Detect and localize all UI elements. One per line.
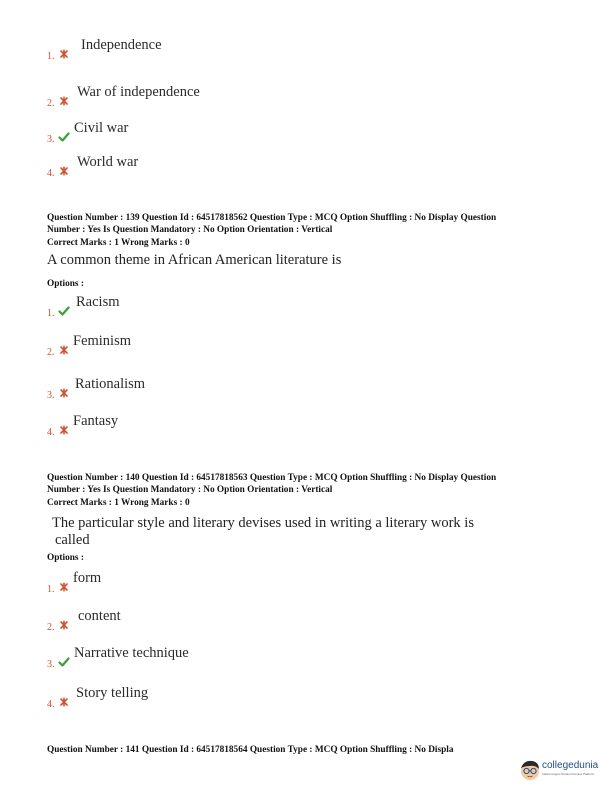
option-row [47, 565, 587, 595]
option-number: 3. [47, 390, 55, 401]
option-number: 4. [47, 699, 55, 710]
correct-check-icon [58, 656, 70, 668]
wrong-cross-icon [58, 48, 70, 60]
option-number: 1. [47, 308, 55, 319]
option-number: 2. [47, 98, 55, 109]
correct-check-icon [58, 305, 70, 317]
option-number: 4. [47, 168, 55, 179]
option-number: 2. [47, 347, 55, 358]
option-row [47, 680, 587, 710]
option-text: Story telling [76, 685, 149, 701]
question-text-line: called [55, 532, 90, 548]
option-text: Rationalism [75, 376, 146, 392]
options-label: Options : [47, 279, 84, 289]
option-row [47, 32, 587, 62]
option-number: 4. [47, 427, 55, 438]
option-row [47, 371, 587, 401]
logo-brand-text: collegedunia [542, 760, 599, 771]
option-row [47, 149, 587, 179]
question-meta-line: Number : Yes Is Question Mandatory : No Option Orientation : Vertical [47, 225, 333, 235]
option-row [47, 289, 587, 319]
option-row [47, 408, 587, 438]
option-text: Fantasy [73, 413, 119, 429]
option-row [47, 115, 587, 145]
option-number: 3. [47, 659, 55, 670]
wrong-cross-icon [58, 95, 70, 107]
option-row [47, 328, 587, 358]
question-marks: Correct Marks : 1 Wrong Marks : 0 [47, 238, 190, 248]
option-text: Racism [76, 294, 120, 310]
option-text: World war [77, 154, 139, 170]
option-text: Civil war [74, 120, 129, 136]
wrong-cross-icon [58, 696, 70, 708]
question-text: A common theme in African American literature is [47, 252, 342, 268]
question-meta-line: Question Number : 141 Question Id : 64517818564 Question Type : MCQ Option Shuffling : No Displa [47, 745, 454, 755]
option-row [47, 79, 587, 109]
option-text: Narrative technique [74, 645, 189, 661]
option-text: Feminism [73, 333, 132, 349]
question-meta-line: Question Number : 139 Question Id : 64517818562 Question Type : MCQ Option Shuffling : No Display Question [47, 213, 497, 223]
options-label: Options : [47, 553, 84, 563]
wrong-cross-icon [58, 424, 70, 436]
option-text: form [73, 570, 102, 586]
option-text: War of independence [77, 84, 200, 100]
wrong-cross-icon [58, 619, 70, 631]
mascot-face-icon [518, 758, 542, 782]
question-marks: Correct Marks : 1 Wrong Marks : 0 [47, 498, 190, 508]
question-text-line: The particular style and literary devises used in writing a literary work is [52, 515, 474, 531]
option-text: Independence [81, 37, 162, 53]
wrong-cross-icon [58, 581, 70, 593]
option-row [47, 603, 587, 633]
option-number: 1. [47, 584, 55, 595]
option-row [47, 640, 587, 670]
wrong-cross-icon [58, 387, 70, 399]
option-number: 1. [47, 51, 55, 62]
option-number: 3. [47, 134, 55, 145]
wrong-cross-icon [58, 344, 70, 356]
option-text: content [78, 608, 121, 624]
question-meta-line: Question Number : 140 Question Id : 64517818563 Question Type : MCQ Option Shuffling : No Display Question [47, 473, 497, 483]
question-meta-line: Number : Yes Is Question Mandatory : No Option Orientation : Vertical [47, 485, 333, 495]
option-number: 2. [47, 622, 55, 633]
correct-check-icon [58, 131, 70, 143]
collegedunia-logo [518, 756, 612, 786]
logo-tagline: India's largest Student Review Platform [542, 772, 595, 776]
wrong-cross-icon [58, 165, 70, 177]
